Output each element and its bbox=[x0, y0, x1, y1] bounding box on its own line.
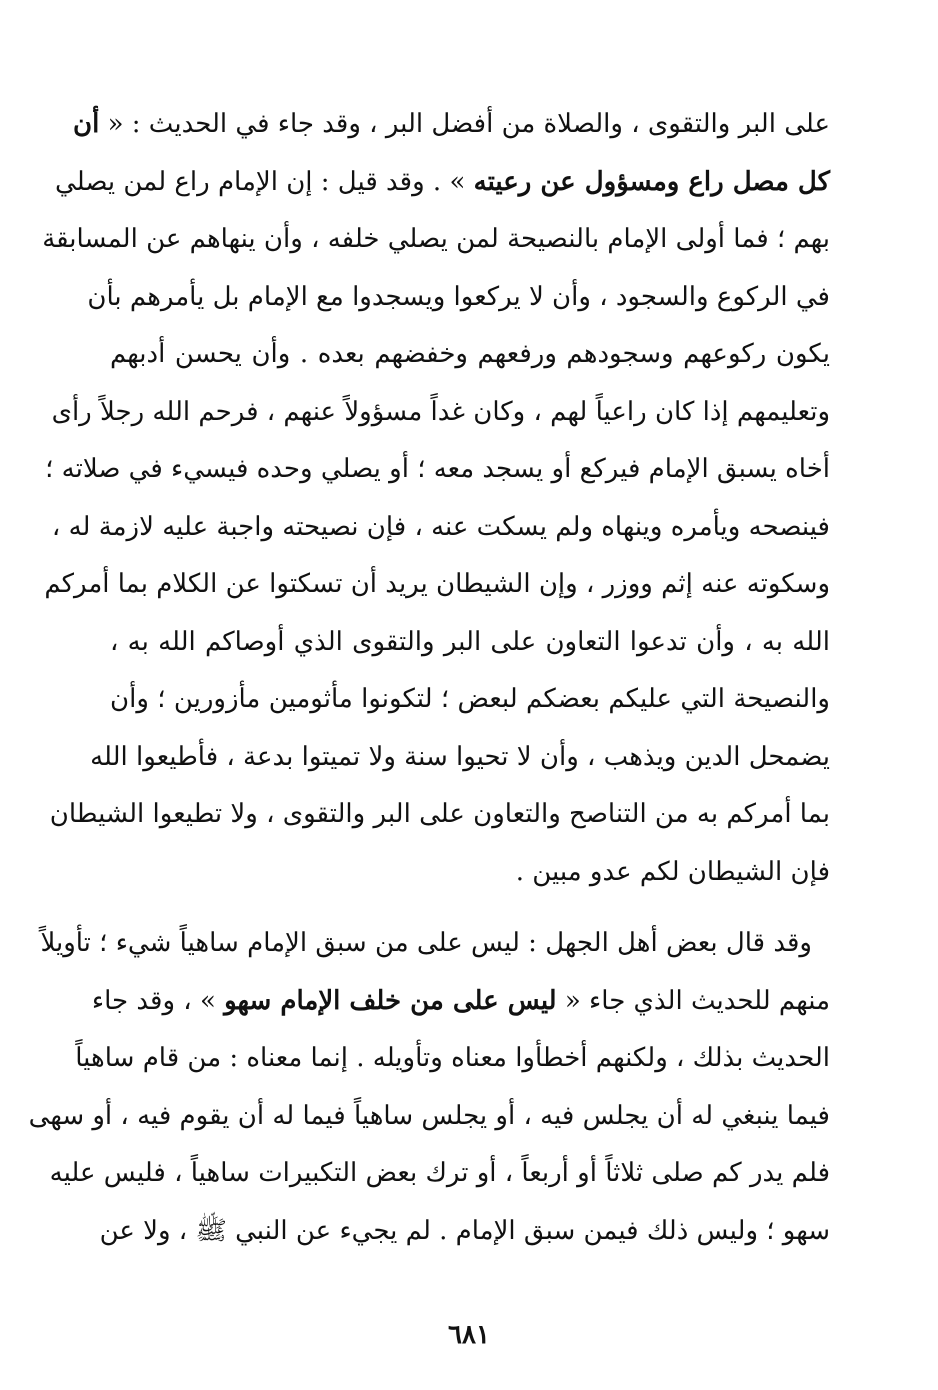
text-line: وتعليمهم إذا كان راعياً لهم ، وكان غداً مسؤولاً عنهم ، فرحم الله رجلاً رأى bbox=[51, 396, 830, 427]
hadith-quote: أن bbox=[73, 109, 100, 139]
hadith-quote: ليس على من خلف الإمام سهو bbox=[224, 985, 557, 1016]
text-line: كل مصل راع ومسؤول عن رعيته » . وقد قيل : إن الإمام راع لمن يصلي bbox=[55, 166, 830, 197]
text-line: أخاه يسبق الإمام فيركع أو يسجد معه ؛ أو يصلي وحده فيسيء في صلاته ؛ bbox=[45, 454, 830, 484]
text-line: فينصحه ويأمره وينهاه ولم يسكت عنه ، فإن نصيحته واجبة عليه لازمة له ، bbox=[51, 511, 830, 542]
text-line: في الركوع والسجود ، وأن لا يركعوا ويسجدوا مع الإمام بل يأمرهم بأن bbox=[87, 281, 830, 312]
text-line: الحديث بذلك ، ولكنهم أخطأوا معناه وتأويله . إنما معناه : من قام ساهياً bbox=[75, 1043, 830, 1073]
text-line: بهم ؛ فما أولى الإمام بالنصيحة لمن يصلي خلفه ، وأن ينهاهم عن المسابقة bbox=[42, 224, 830, 254]
body-text bbox=[28, 96, 830, 1260]
text-line: يكون ركوعهم وسجودهم ورفعهم وخفضهم بعده . وأن يحسن أدبهم bbox=[110, 339, 830, 369]
page-number: ٦٨١ bbox=[448, 1320, 490, 1350]
text-line: فإن الشيطان لكم عدو مبين . bbox=[515, 856, 830, 887]
text-line: يضمحل الدين ويذهب ، وأن لا تحيوا سنة ولا تميتوا بدعة ، فأطيعوا الله bbox=[90, 741, 830, 772]
text-line: بما أمركم به من التناصح والتعاون على البر والتقوى ، ولا تطيعوا الشيطان bbox=[49, 799, 830, 829]
hadith-quote: كل مصل راع ومسؤول عن رعيته bbox=[473, 166, 830, 197]
text-line: وسكوته عنه إثم ووزر ، وإن الشيطان يريد أن تسكتوا عن الكلام بما أمركم bbox=[44, 569, 830, 599]
text-line: فلم يدر كم صلى ثلاثاً أو أربعاً ، أو ترك بعض التكبيرات ساهياً ، فليس عليه bbox=[49, 1158, 830, 1188]
text-line: وقد قال بعض أهل الجهل : ليس على من سبق الإمام ساهياً شيء ؛ تأويلاً bbox=[40, 928, 812, 958]
paragraph-gap bbox=[110, 901, 830, 915]
text-line: سهو ؛ وليس ذلك فيمن سبق الإمام . لم يجيء عن النبي ﷺ ، ولا عن bbox=[99, 1215, 830, 1246]
text-line: والنصيحة التي عليكم بعضكم لبعض ؛ لتكونوا مأثومين مأزورين ؛ وأن bbox=[110, 684, 830, 714]
text-line: الله به ، وأن تدعوا التعاون على البر والتقوى الذي أوصاكم الله به ، bbox=[110, 626, 830, 657]
text-line: على البر والتقوى ، والصلاة من أفضل البر ، وقد جاء في الحديث : « أن bbox=[73, 109, 830, 139]
text-line: فيما ينبغي له أن يجلس فيه ، أو يجلس ساهياً فيما له أن يقوم فيه ، أو سهى bbox=[28, 1100, 830, 1131]
text-line: منهم للحديث الذي جاء « ليس على من خلف الإمام سهو » ، وقد جاء bbox=[91, 985, 830, 1016]
